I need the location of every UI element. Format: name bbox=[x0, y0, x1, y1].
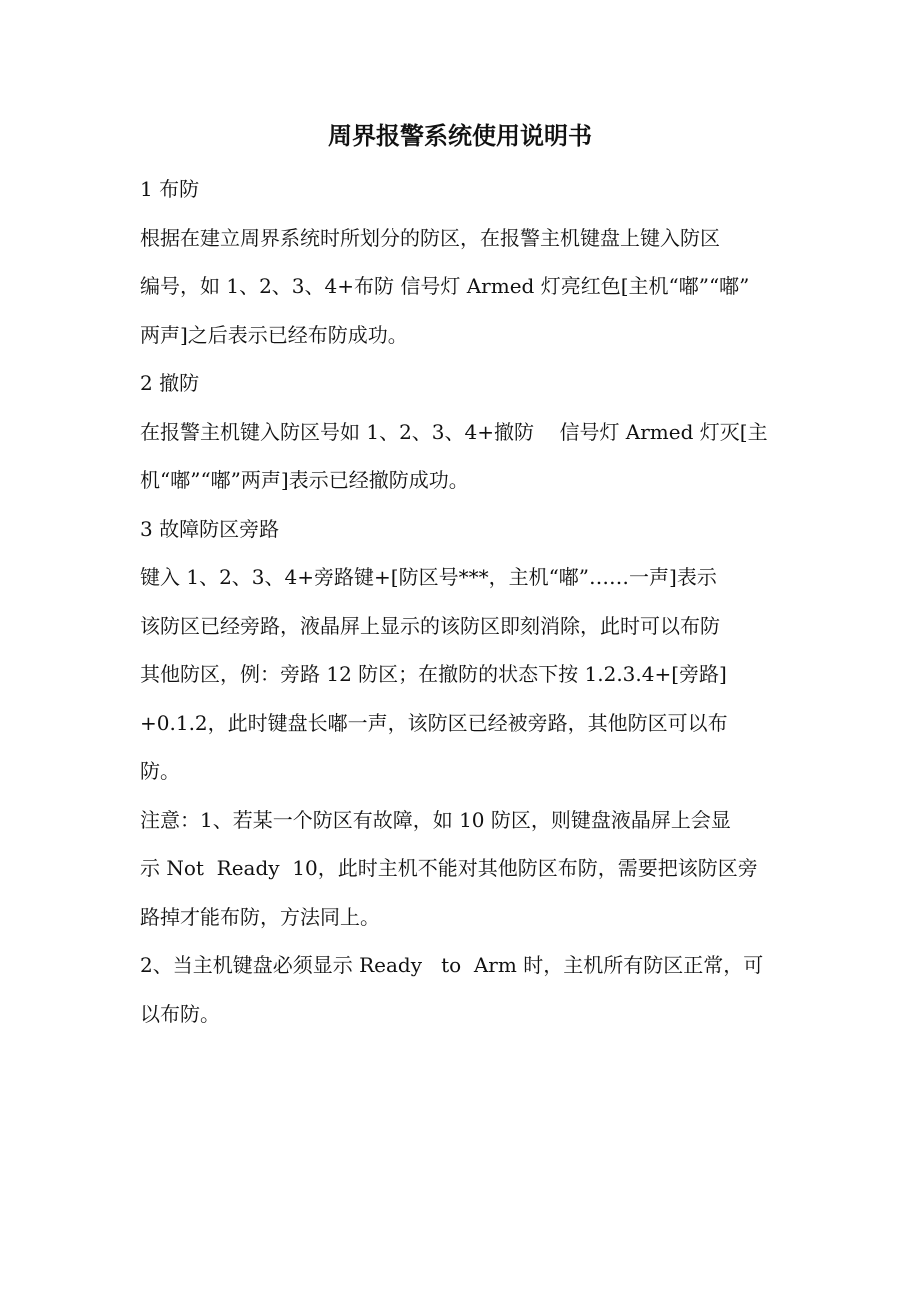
paragraph-line: 防。 bbox=[140, 759, 180, 783]
note-line: 路掉才能布防，方法同上。 bbox=[140, 904, 380, 929]
document-body bbox=[140, 165, 788, 1038]
paragraph-line: +0.1.2，此时键盘长嘟一声，该防区已经被旁路，其他防区可以布 bbox=[140, 710, 728, 735]
paragraph-line: 键入 1、2、3、4+旁路键+[防区号***，主机“嘟”……一声]表示 bbox=[140, 565, 717, 589]
paragraph-line: 在报警主机键入防区号如 1、2、3、4+撤防 信号灯 Armed 灯灭[主 bbox=[140, 419, 768, 444]
note-line: 以布防。 bbox=[140, 1001, 220, 1026]
paragraph-line: 其他防区，例：旁路 12 防区；在撤防的状态下按 1.2.3.4+[旁路] bbox=[140, 662, 727, 686]
section-heading-arm: 1 布防 bbox=[140, 177, 200, 201]
section-heading-disarm: 2 撤防 bbox=[140, 371, 200, 395]
paragraph-line: 机“嘟”“嘟”两声]表示已经撤防成功。 bbox=[140, 468, 469, 492]
paragraph-line: 根据在建立周界系统时所划分的防区，在报警主机键盘上键入防区 bbox=[140, 225, 720, 250]
note-line: 示 Not Ready 10，此时主机不能对其他防区布防，需要把该防区旁 bbox=[140, 856, 758, 880]
section-heading-bypass: 3 故障防区旁路 bbox=[140, 516, 280, 541]
document-title: 周界报警系统使用说明书 bbox=[328, 121, 592, 150]
paragraph-line: 该防区已经旁路，液晶屏上显示的该防区即刻消除，此时可以布防 bbox=[140, 613, 720, 638]
note-line: 2、当主机键盘必须显示 Ready to Arm 时，主机所有防区正常，可 bbox=[140, 953, 764, 977]
paragraph-line: 编号，如 1、2、3、4+布防 信号灯 Armed 灯亮红色[主机“嘟”“嘟” bbox=[140, 274, 750, 298]
note-line: 注意：1、若某一个防区有故障，如 10 防区，则键盘液晶屏上会显 bbox=[140, 807, 731, 832]
paragraph-line: 两声]之后表示已经布防成功。 bbox=[140, 322, 408, 347]
